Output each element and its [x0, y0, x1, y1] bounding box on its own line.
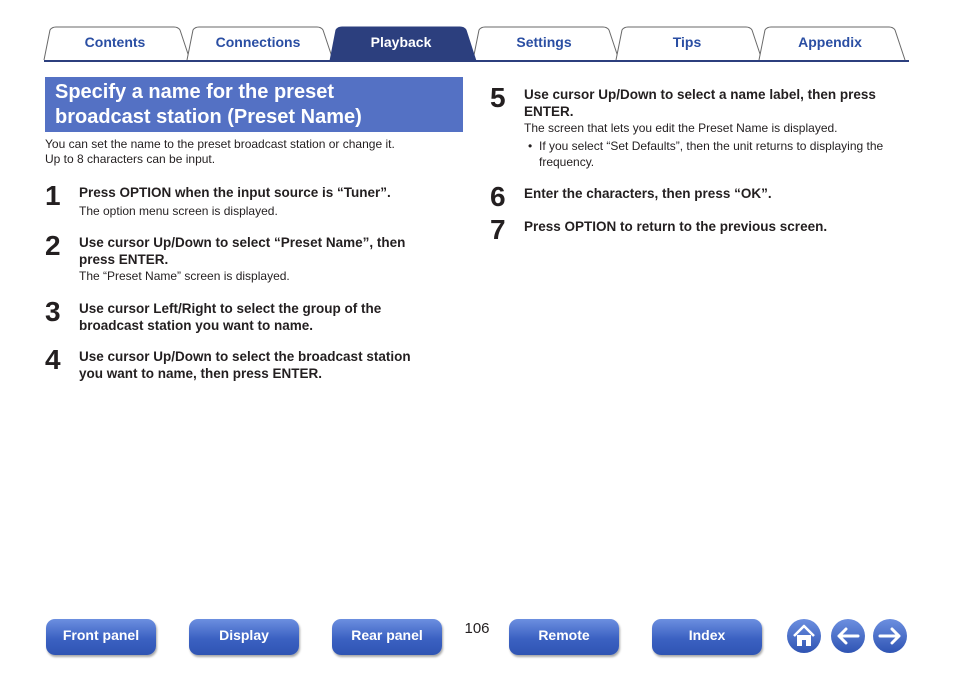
step-title-line2: you want to name, then press ENTER.: [79, 366, 323, 381]
step-7: [490, 216, 910, 246]
step-title-line1: Use cursor Up/Down to select the broadcast station: [79, 349, 411, 364]
tab-connections[interactable]: Connections: [215, 34, 301, 50]
step-title-line1: Use cursor Up/Down to select a name label, then press: [524, 87, 876, 102]
bullet-text-line1: If you select “Set Defaults”, then the unit returns to displaying the: [539, 139, 884, 153]
step-title-line2: ENTER.: [524, 104, 574, 119]
step-title: Press OPTION when the input source is “Tuner”.: [79, 185, 391, 200]
step-title-line1: Use cursor Left/Right to select the group of the: [79, 301, 382, 316]
step-title-line2: press ENTER.: [79, 252, 169, 267]
front-panel-button[interactable]: Front panel: [46, 619, 156, 655]
step-3: [45, 298, 465, 338]
step-number: 7: [490, 214, 506, 245]
step-description: The screen that lets you edit the Preset Name is displayed.: [524, 121, 838, 135]
step-description: The option menu screen is displayed.: [79, 204, 278, 218]
intro-text: [45, 137, 463, 167]
home-icon: [786, 618, 822, 654]
step-title: [79, 234, 405, 268]
step-description: The “Preset Name” screen is displayed.: [79, 269, 290, 283]
rear-panel-button[interactable]: Rear panel: [332, 619, 442, 655]
step-1: [45, 182, 465, 222]
step-2: [45, 232, 465, 287]
tab-tips[interactable]: Tips: [672, 34, 702, 50]
index-button[interactable]: Index: [652, 619, 762, 655]
step-number: 2: [45, 230, 61, 261]
step-number: 6: [490, 181, 506, 212]
section-heading-line1: Specify a name for the preset: [55, 81, 334, 103]
section-heading-line2: broadcast station (Preset Name): [55, 106, 362, 128]
section-heading: [45, 77, 463, 132]
display-button[interactable]: Display: [189, 619, 299, 655]
step-title: [79, 300, 381, 334]
bullet-text-line2: frequency.: [539, 155, 595, 169]
tab-shapes: [0, 0, 954, 64]
arrow-right-icon: [872, 618, 908, 654]
step-title-line2: broadcast station you want to name.: [79, 318, 314, 333]
forward-button[interactable]: [872, 618, 908, 654]
intro-line1: You can set the name to the preset broadcast station or change it.: [45, 137, 395, 151]
step-number: 5: [490, 82, 506, 113]
back-button[interactable]: [830, 618, 866, 654]
step-4: [45, 346, 465, 386]
tab-appendix[interactable]: Appendix: [798, 34, 862, 50]
step-number: 3: [45, 296, 61, 327]
step-6: [490, 183, 910, 213]
step-note-bullet: [524, 138, 919, 172]
page-number: 106: [464, 620, 490, 637]
step-title: Enter the characters, then press “OK”.: [524, 186, 772, 201]
tab-settings[interactable]: Settings: [516, 34, 572, 50]
step-title-line1: Use cursor Up/Down to select “Preset Name”, then: [79, 235, 406, 250]
tab-bar: [0, 0, 954, 64]
home-button[interactable]: [786, 618, 822, 654]
intro-line2: Up to 8 characters can be input.: [45, 152, 216, 166]
remote-button[interactable]: Remote: [509, 619, 619, 655]
arrow-left-icon: [830, 618, 866, 654]
tab-playback[interactable]: Playback: [370, 34, 432, 50]
bullet-dot: •: [528, 139, 533, 153]
step-title: Press OPTION to return to the previous screen.: [524, 219, 828, 234]
bullet-text: [539, 138, 914, 170]
tab-contents[interactable]: Contents: [84, 34, 146, 50]
step-number: 1: [45, 180, 61, 211]
step-title: [79, 348, 411, 382]
step-number: 4: [45, 344, 61, 375]
step-5: [490, 84, 910, 174]
step-title: [524, 86, 876, 120]
